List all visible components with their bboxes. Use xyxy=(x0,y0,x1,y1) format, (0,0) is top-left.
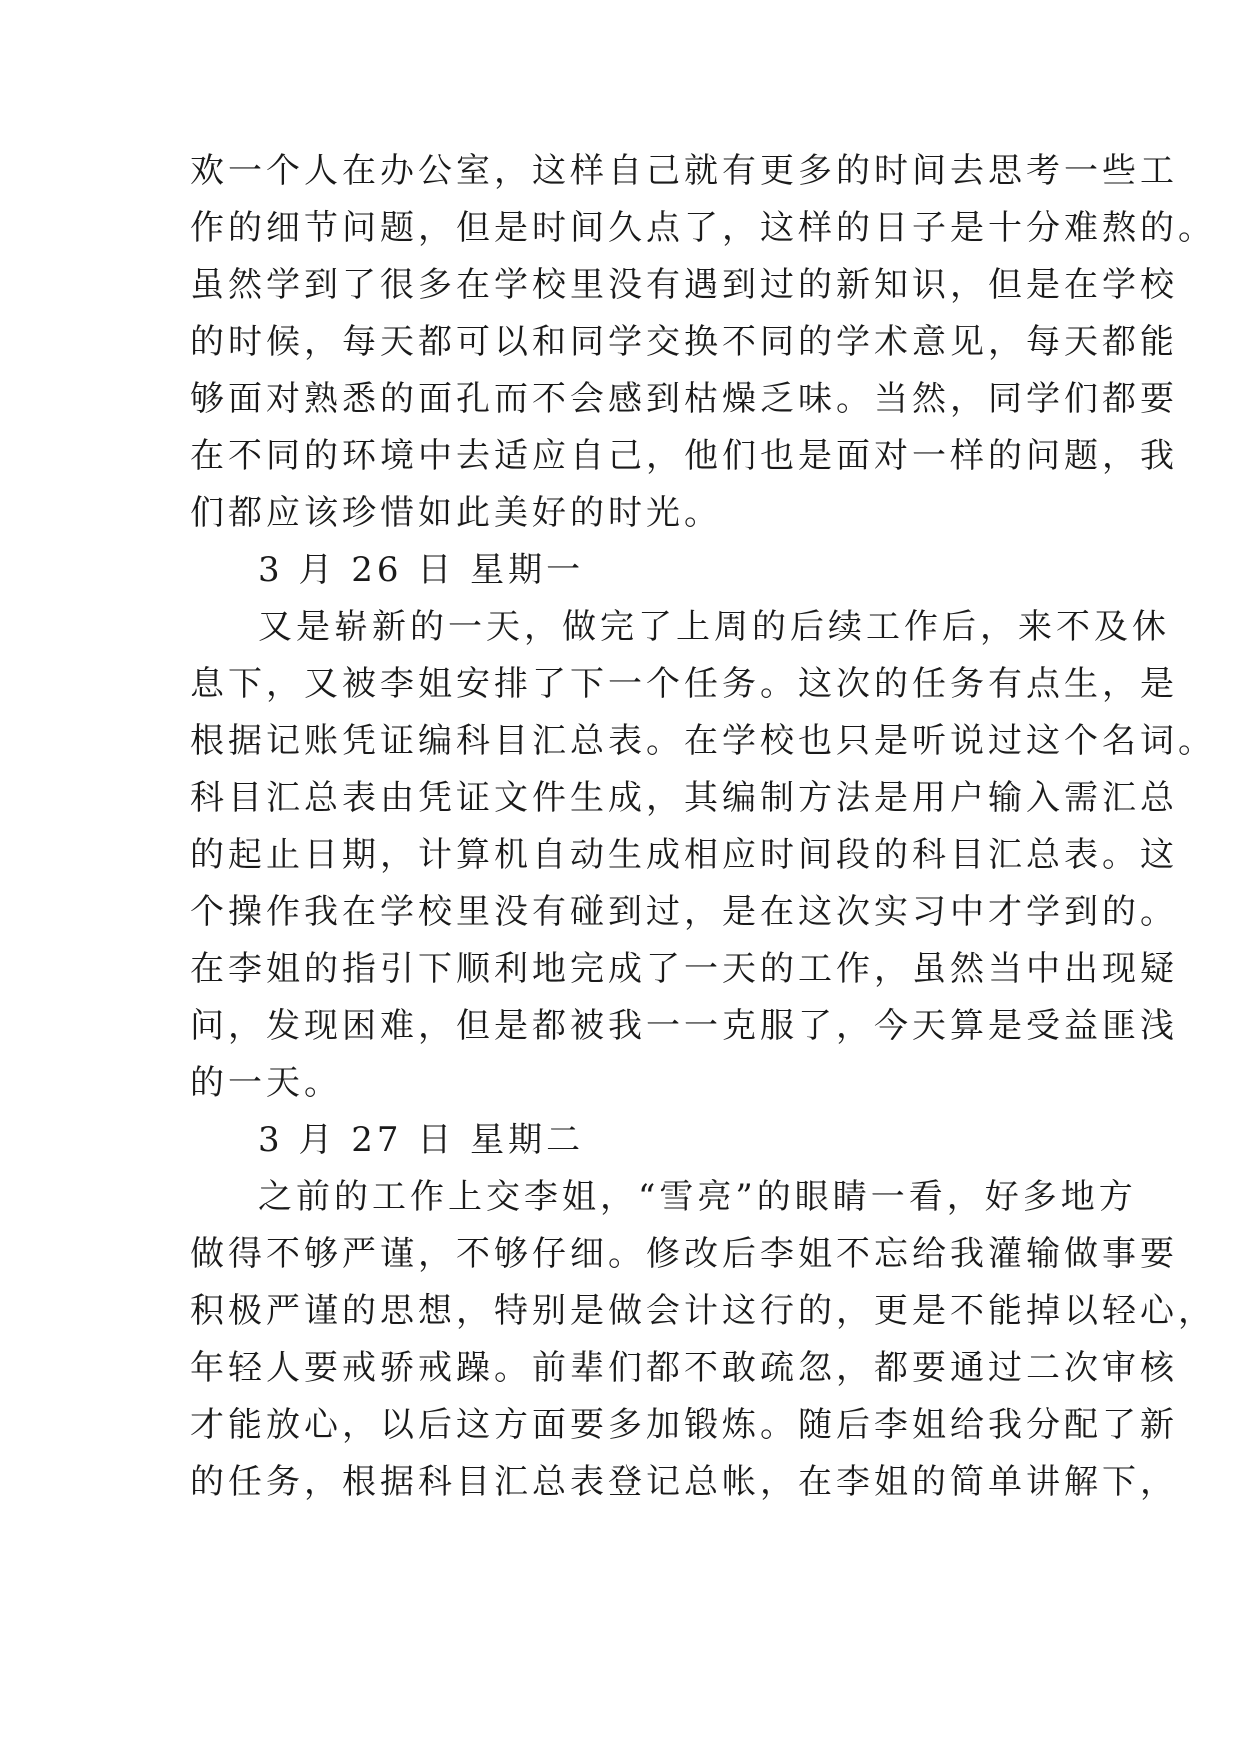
text-line: 的起止日期，计算机自动生成相应时间段的科目汇总表。这 xyxy=(190,835,1178,875)
text-line: 在李姐的指引下顺利地完成了一天的工作，虽然当中出现疑 xyxy=(190,949,1178,989)
text-line: 够面对熟悉的面孔而不会感到枯燥乏味。当然，同学们都要 xyxy=(190,379,1178,419)
text-line: 的时候，每天都可以和同学交换不同的学术意见，每天都能 xyxy=(190,322,1178,362)
text-line: 虽然学到了很多在学校里没有遇到过的新知识，但是在学校 xyxy=(190,265,1178,305)
text-line: 根据记账凭证编科目汇总表。在学校也只是听说过这个名词。 xyxy=(190,721,1216,761)
text-line: 们都应该珍惜如此美好的时光。 xyxy=(190,493,722,533)
text-line: 息下，又被李姐安排了下一个任务。这次的任务有点生，是 xyxy=(190,664,1178,704)
text-line: 年轻人要戒骄戒躁。前辈们都不敢疏忽，都要通过二次审核 xyxy=(190,1348,1178,1388)
text-line: 才能放心，以后这方面要多加锻炼。随后李姐给我分配了新 xyxy=(190,1405,1178,1445)
text-line: 作的细节问题，但是时间久点了，这样的日子是十分难熬的。 xyxy=(190,208,1216,248)
text-line: 积极严谨的思想，特别是做会计这行的，更是不能掉以轻心， xyxy=(190,1291,1216,1331)
text-line: 的一天。 xyxy=(190,1063,342,1103)
text-line: 问，发现困难，但是都被我一一克服了，今天算是受益匪浅 xyxy=(190,1006,1178,1046)
text-line: 个操作我在学校里没有碰到过，是在这次实习中才学到的。 xyxy=(190,892,1178,932)
text-line: 之前的工作上交李姐，“雪亮”的眼睛一看，好多地方 xyxy=(258,1177,1137,1217)
date-heading: 3 月 26 日 星期一 xyxy=(258,550,585,590)
text-line: 科目汇总表由凭证文件生成，其编制方法是用户输入需汇总 xyxy=(190,778,1178,818)
text-line: 又是崭新的一天，做完了上周的后续工作后，来不及休 xyxy=(258,607,1170,647)
text-line: 在不同的环境中去适应自己，他们也是面对一样的问题，我 xyxy=(190,436,1178,476)
text-line: 的任务，根据科目汇总表登记总帐，在李姐的简单讲解下， xyxy=(190,1462,1178,1502)
date-heading: 3 月 27 日 星期二 xyxy=(258,1120,585,1160)
text-line: 欢一个人在办公室，这样自己就有更多的时间去思考一些工 xyxy=(190,151,1178,191)
text-line: 做得不够严谨，不够仔细。修改后李姐不忘给我灌输做事要 xyxy=(190,1234,1178,1274)
